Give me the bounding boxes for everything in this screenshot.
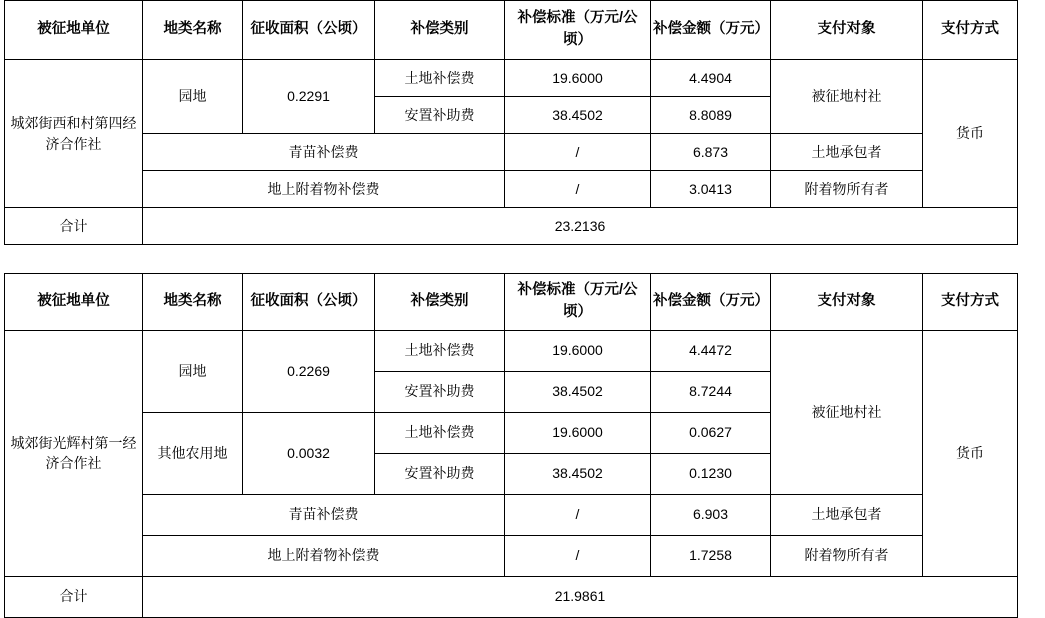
cell-payee: 附着物所有者 bbox=[771, 171, 923, 208]
table-row bbox=[5, 134, 1018, 171]
compensation-table-1 bbox=[4, 0, 1018, 245]
table-total-row bbox=[5, 576, 1018, 617]
cell-amount: 6.873 bbox=[651, 134, 771, 171]
cell-payee: 土地承包者 bbox=[771, 134, 923, 171]
cell-amount: 0.1230 bbox=[651, 453, 771, 494]
header-amount: 补偿金额（万元） bbox=[651, 274, 771, 331]
header-payment-method: 支付方式 bbox=[923, 1, 1018, 60]
cell-area: 0.0032 bbox=[243, 412, 375, 494]
cell-land-type: 其他农用地 bbox=[143, 412, 243, 494]
cell-total-value: 23.2136 bbox=[143, 208, 1018, 245]
cell-category-seedling: 青苗补偿费 bbox=[143, 134, 505, 171]
cell-payee: 土地承包者 bbox=[771, 494, 923, 535]
cell-unit: 城郊街光辉村第一经济合作社 bbox=[5, 330, 143, 576]
cell-amount: 6.903 bbox=[651, 494, 771, 535]
header-payee: 支付对象 bbox=[771, 1, 923, 60]
cell-land-type: 园地 bbox=[143, 60, 243, 134]
table-total-row bbox=[5, 208, 1018, 245]
cell-standard: 38.4502 bbox=[505, 97, 651, 134]
header-category: 补偿类别 bbox=[375, 274, 505, 331]
cell-standard: 38.4502 bbox=[505, 371, 651, 412]
cell-payment-method: 货币 bbox=[923, 60, 1018, 208]
cell-category-seedling: 青苗补偿费 bbox=[143, 494, 505, 535]
table-row bbox=[5, 330, 1018, 371]
cell-standard: 38.4502 bbox=[505, 453, 651, 494]
cell-area: 0.2291 bbox=[243, 60, 375, 134]
cell-amount: 3.0413 bbox=[651, 171, 771, 208]
table-gap bbox=[0, 245, 1045, 273]
cell-standard: 19.6000 bbox=[505, 412, 651, 453]
table-row bbox=[5, 60, 1018, 97]
header-amount: 补偿金额（万元） bbox=[651, 1, 771, 60]
cell-amount: 0.0627 bbox=[651, 412, 771, 453]
cell-category-attachment: 地上附着物补偿费 bbox=[143, 535, 505, 576]
cell-amount: 8.8089 bbox=[651, 97, 771, 134]
table-row bbox=[5, 171, 1018, 208]
header-standard: 补偿标准（万元/公顷） bbox=[505, 274, 651, 331]
cell-standard: 19.6000 bbox=[505, 330, 651, 371]
cell-payee: 附着物所有者 bbox=[771, 535, 923, 576]
header-area: 征收面积（公顷） bbox=[243, 274, 375, 331]
cell-payment-method: 货币 bbox=[923, 330, 1018, 576]
cell-amount: 4.4904 bbox=[651, 60, 771, 97]
header-category: 补偿类别 bbox=[375, 1, 505, 60]
cell-standard: 19.6000 bbox=[505, 60, 651, 97]
cell-standard: / bbox=[505, 494, 651, 535]
cell-total-value: 21.9861 bbox=[143, 576, 1018, 617]
cell-unit: 城郊街西和村第四经济合作社 bbox=[5, 60, 143, 208]
table-row bbox=[5, 494, 1018, 535]
cell-category: 安置补助费 bbox=[375, 453, 505, 494]
cell-category: 安置补助费 bbox=[375, 97, 505, 134]
cell-total-label: 合计 bbox=[5, 576, 143, 617]
table-header-row bbox=[5, 274, 1018, 331]
header-payee: 支付对象 bbox=[771, 274, 923, 331]
cell-land-type: 园地 bbox=[143, 330, 243, 412]
cell-category: 土地补偿费 bbox=[375, 412, 505, 453]
cell-category: 安置补助费 bbox=[375, 371, 505, 412]
compensation-table-2 bbox=[4, 273, 1018, 618]
header-land-type: 地类名称 bbox=[143, 1, 243, 60]
cell-amount: 1.7258 bbox=[651, 535, 771, 576]
cell-payee: 被征地村社 bbox=[771, 60, 923, 134]
header-standard: 补偿标准（万元/公顷） bbox=[505, 1, 651, 60]
table-header-row bbox=[5, 1, 1018, 60]
cell-standard: / bbox=[505, 134, 651, 171]
header-area: 征收面积（公顷） bbox=[243, 1, 375, 60]
header-unit: 被征地单位 bbox=[5, 274, 143, 331]
cell-amount: 8.7244 bbox=[651, 371, 771, 412]
cell-standard: / bbox=[505, 535, 651, 576]
cell-amount: 4.4472 bbox=[651, 330, 771, 371]
cell-category: 土地补偿费 bbox=[375, 60, 505, 97]
header-unit: 被征地单位 bbox=[5, 1, 143, 60]
header-land-type: 地类名称 bbox=[143, 274, 243, 331]
cell-category-attachment: 地上附着物补偿费 bbox=[143, 171, 505, 208]
table-row bbox=[5, 535, 1018, 576]
cell-standard: / bbox=[505, 171, 651, 208]
header-payment-method: 支付方式 bbox=[923, 274, 1018, 331]
cell-payee: 被征地村社 bbox=[771, 330, 923, 494]
cell-category: 土地补偿费 bbox=[375, 330, 505, 371]
cell-area: 0.2269 bbox=[243, 330, 375, 412]
cell-total-label: 合计 bbox=[5, 208, 143, 245]
